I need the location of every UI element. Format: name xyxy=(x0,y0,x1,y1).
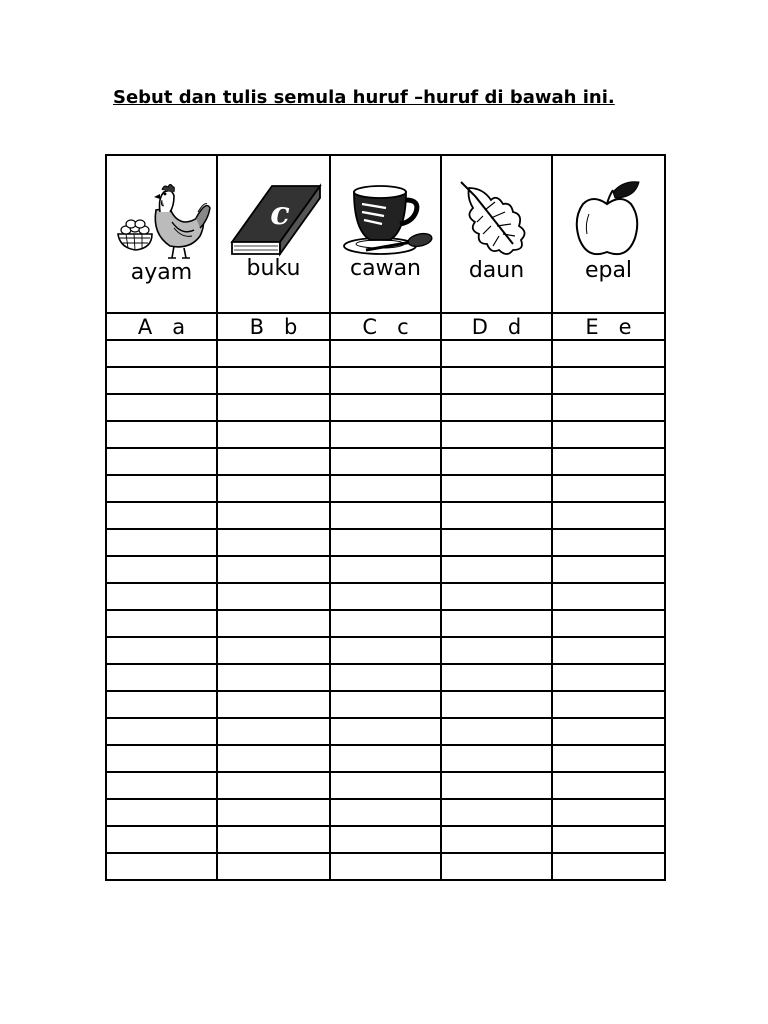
writing-cell[interactable] xyxy=(217,745,330,772)
writing-cell[interactable] xyxy=(441,799,552,826)
writing-cell[interactable] xyxy=(330,718,441,745)
writing-cell[interactable] xyxy=(217,529,330,556)
writing-row xyxy=(106,772,665,799)
writing-cell[interactable] xyxy=(106,502,217,529)
writing-cell[interactable] xyxy=(552,664,665,691)
lowercase-letter: c xyxy=(397,314,409,339)
writing-cell[interactable] xyxy=(106,772,217,799)
writing-cell[interactable] xyxy=(106,691,217,718)
apple-icon xyxy=(553,178,664,262)
writing-cell[interactable] xyxy=(330,556,441,583)
writing-row xyxy=(106,556,665,583)
writing-row xyxy=(106,421,665,448)
writing-row xyxy=(106,745,665,772)
writing-cell[interactable] xyxy=(217,502,330,529)
writing-cell[interactable] xyxy=(552,421,665,448)
writing-row xyxy=(106,448,665,475)
writing-row xyxy=(106,718,665,745)
writing-cell[interactable] xyxy=(330,502,441,529)
writing-cell[interactable] xyxy=(330,394,441,421)
rooster-with-eggs-icon xyxy=(107,178,216,262)
word-ayam: ayam xyxy=(130,260,193,285)
writing-cell[interactable] xyxy=(441,583,552,610)
writing-row xyxy=(106,853,665,880)
letter-row xyxy=(106,313,665,340)
writing-cell[interactable] xyxy=(106,826,217,853)
writing-cell[interactable] xyxy=(441,421,552,448)
writing-row xyxy=(106,826,665,853)
writing-cell[interactable] xyxy=(106,475,217,502)
writing-row xyxy=(106,529,665,556)
writing-cell[interactable] xyxy=(552,853,665,880)
writing-cell[interactable] xyxy=(552,610,665,637)
writing-cell[interactable] xyxy=(330,745,441,772)
uppercase-letter: A xyxy=(137,314,153,339)
writing-cell[interactable] xyxy=(330,826,441,853)
uppercase-letter: D xyxy=(471,314,488,339)
picture-cell-buku xyxy=(217,155,330,313)
word-epal: epal xyxy=(584,258,633,283)
writing-cell[interactable] xyxy=(441,664,552,691)
writing-cell[interactable] xyxy=(441,718,552,745)
writing-cell[interactable] xyxy=(106,529,217,556)
writing-cell[interactable] xyxy=(441,502,552,529)
cup-and-saucer-icon xyxy=(331,178,440,262)
writing-cell[interactable] xyxy=(217,826,330,853)
picture-cell-cawan xyxy=(330,155,441,313)
writing-row xyxy=(106,583,665,610)
writing-cell[interactable] xyxy=(330,367,441,394)
writing-cell[interactable] xyxy=(441,853,552,880)
writing-cell[interactable] xyxy=(330,664,441,691)
writing-cell[interactable] xyxy=(552,448,665,475)
writing-cell[interactable] xyxy=(552,502,665,529)
writing-cell[interactable] xyxy=(330,421,441,448)
writing-row xyxy=(106,664,665,691)
picture-cell-epal xyxy=(552,155,665,313)
writing-cell[interactable] xyxy=(441,556,552,583)
picture-row xyxy=(106,155,665,313)
writing-cell[interactable] xyxy=(330,340,441,367)
word-buku: buku xyxy=(246,256,301,281)
word-cawan: cawan xyxy=(350,256,421,281)
writing-cell[interactable] xyxy=(330,448,441,475)
lowercase-letter: a xyxy=(172,314,186,339)
picture-cell-daun xyxy=(441,155,552,313)
lowercase-letter: b xyxy=(284,314,298,339)
writing-cell[interactable] xyxy=(217,475,330,502)
writing-cell[interactable] xyxy=(441,448,552,475)
writing-cell[interactable] xyxy=(106,340,217,367)
writing-cell[interactable] xyxy=(441,340,552,367)
writing-cell[interactable] xyxy=(217,853,330,880)
writing-cell[interactable] xyxy=(552,583,665,610)
writing-cell[interactable] xyxy=(217,799,330,826)
writing-cell[interactable] xyxy=(217,421,330,448)
writing-row xyxy=(106,394,665,421)
writing-cell[interactable] xyxy=(552,691,665,718)
writing-cell[interactable] xyxy=(441,394,552,421)
writing-cell[interactable] xyxy=(441,826,552,853)
writing-cell[interactable] xyxy=(552,718,665,745)
writing-cell[interactable] xyxy=(441,772,552,799)
uppercase-letter: B xyxy=(249,314,265,339)
letter-cell-c xyxy=(330,313,441,340)
uppercase-letter: C xyxy=(362,314,378,339)
writing-row xyxy=(106,475,665,502)
letter-cell-a xyxy=(106,313,217,340)
writing-cell[interactable] xyxy=(217,610,330,637)
writing-row xyxy=(106,340,665,367)
writing-cell[interactable] xyxy=(106,799,217,826)
writing-cell[interactable] xyxy=(441,745,552,772)
writing-row xyxy=(106,637,665,664)
writing-cell[interactable] xyxy=(552,799,665,826)
writing-cell[interactable] xyxy=(217,583,330,610)
writing-cell[interactable] xyxy=(441,475,552,502)
svg-text:c: c xyxy=(269,194,290,232)
writing-row xyxy=(106,610,665,637)
writing-cell[interactable] xyxy=(330,583,441,610)
lowercase-letter: e xyxy=(618,314,632,339)
lowercase-letter: d xyxy=(507,314,522,339)
writing-cell[interactable] xyxy=(106,664,217,691)
letter-cell-e xyxy=(552,313,665,340)
writing-cell[interactable] xyxy=(441,691,552,718)
writing-cell[interactable] xyxy=(552,475,665,502)
writing-cell[interactable] xyxy=(552,556,665,583)
writing-row xyxy=(106,691,665,718)
writing-cell[interactable] xyxy=(217,448,330,475)
writing-cell[interactable] xyxy=(330,799,441,826)
writing-cell[interactable] xyxy=(106,556,217,583)
writing-cell[interactable] xyxy=(441,637,552,664)
writing-cell[interactable] xyxy=(552,826,665,853)
writing-cell[interactable] xyxy=(552,637,665,664)
writing-cell[interactable] xyxy=(217,637,330,664)
writing-row xyxy=(106,367,665,394)
letter-cell-b xyxy=(217,313,330,340)
writing-row xyxy=(106,799,665,826)
writing-cell[interactable] xyxy=(441,367,552,394)
book-icon xyxy=(218,178,329,262)
writing-cell[interactable] xyxy=(106,718,217,745)
writing-cell[interactable] xyxy=(106,745,217,772)
writing-cell[interactable] xyxy=(552,340,665,367)
writing-cell[interactable] xyxy=(217,718,330,745)
writing-cell[interactable] xyxy=(106,421,217,448)
writing-cell[interactable] xyxy=(552,394,665,421)
writing-cell[interactable] xyxy=(217,772,330,799)
writing-cell[interactable] xyxy=(217,556,330,583)
writing-cell[interactable] xyxy=(106,367,217,394)
writing-cell[interactable] xyxy=(330,637,441,664)
uppercase-letter: E xyxy=(585,314,599,339)
writing-cell[interactable] xyxy=(552,745,665,772)
writing-cell[interactable] xyxy=(106,853,217,880)
writing-cell[interactable] xyxy=(106,583,217,610)
writing-cell[interactable] xyxy=(330,853,441,880)
leaf-icon xyxy=(442,178,551,262)
writing-cell[interactable] xyxy=(330,691,441,718)
worksheet-instruction: Sebut dan tulis semula huruf –huruf di bawah ini. xyxy=(113,87,615,108)
picture-cell-ayam xyxy=(106,155,217,313)
writing-cell[interactable] xyxy=(552,367,665,394)
writing-cell[interactable] xyxy=(441,529,552,556)
writing-cell[interactable] xyxy=(217,394,330,421)
writing-cell[interactable] xyxy=(106,610,217,637)
writing-cell[interactable] xyxy=(217,691,330,718)
writing-cell[interactable] xyxy=(552,772,665,799)
writing-cell[interactable] xyxy=(330,610,441,637)
writing-cell[interactable] xyxy=(106,448,217,475)
writing-cell[interactable] xyxy=(330,772,441,799)
writing-cell[interactable] xyxy=(330,475,441,502)
writing-cell[interactable] xyxy=(441,610,552,637)
writing-cell[interactable] xyxy=(330,529,441,556)
writing-cell[interactable] xyxy=(217,367,330,394)
writing-cell[interactable] xyxy=(552,529,665,556)
letter-cell-d xyxy=(441,313,552,340)
writing-cell[interactable] xyxy=(106,637,217,664)
writing-cell[interactable] xyxy=(217,664,330,691)
writing-row xyxy=(106,502,665,529)
letter-practice-table xyxy=(105,154,666,881)
writing-cell[interactable] xyxy=(217,340,330,367)
word-daun: daun xyxy=(468,258,525,283)
writing-cell[interactable] xyxy=(106,394,217,421)
